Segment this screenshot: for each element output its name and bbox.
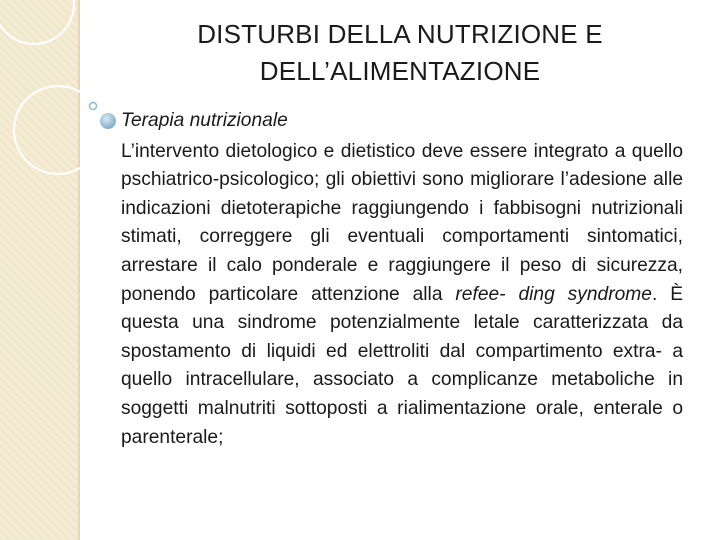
slide-body xyxy=(121,107,683,452)
slide-title xyxy=(120,16,680,90)
subheading: Terapia nutrizionale xyxy=(121,110,288,131)
title-line-1: DISTURBI DELLA NUTRIZIONE E xyxy=(197,19,603,49)
body-text-part-1: L’intervento dietologico e dietistico deve essere integrato a quello pschiatrico-psicologico; gli obiettivi sono migliorare l’adesione alle indicazioni dietoterapiche raggiungendo i fabbisogni nutrizionali stimati, correggere gli eventuali comportamenti sintomatici, arrestare il calo ponderale e raggiungere il peso di sicurezza, ponendo particolare attenzione alla xyxy=(121,140,683,305)
body-paragraph xyxy=(121,138,683,453)
circle-bullet-icon xyxy=(100,113,116,129)
body-text-part-2: . È questa una sindrome potenzialmente letale caratterizzata da spostamento di liquidi ed elettroliti dal compartimento extra- a quello intracellulare, associato a complicanze metaboliche in soggetti malnutriti sottoposti a rialimentazione orale, enterale o parenterale; xyxy=(121,283,683,448)
title-line-2: DELL’ALIMENTAZIONE xyxy=(259,56,541,86)
body-text-italic: refee- ding syndrome xyxy=(455,283,652,305)
